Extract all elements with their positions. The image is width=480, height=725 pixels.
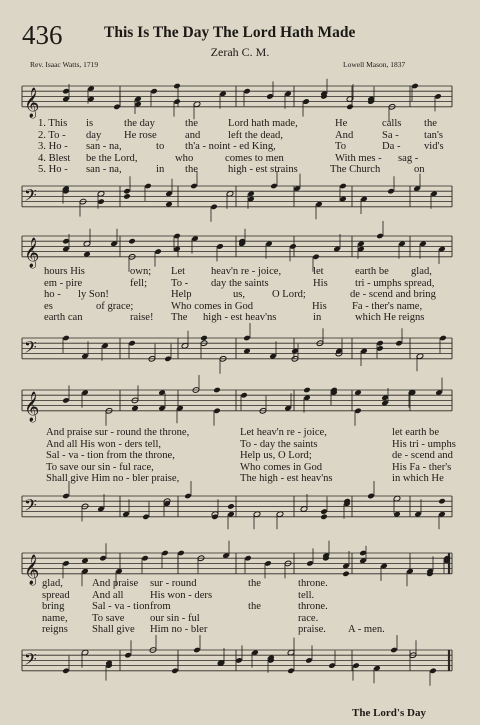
lyric-syllable: ly Son! bbox=[78, 289, 109, 301]
music-credit: Lowell Mason, 1837 bbox=[343, 60, 406, 69]
lyric-syllable: 3. Ho - bbox=[38, 141, 68, 153]
lyric-syllable: 5. Ho - bbox=[38, 164, 68, 176]
lyric-syllable: is bbox=[86, 118, 94, 129]
verse-line bbox=[0, 153, 480, 165]
lyric-syllable: Sa - bbox=[382, 129, 399, 141]
lyrics-system-1 bbox=[0, 118, 480, 176]
treble-clef-icon: 𝄞 bbox=[24, 554, 40, 585]
treble-clef-icon: 𝄞 bbox=[24, 237, 40, 268]
lyric-syllable: tan's bbox=[424, 129, 443, 141]
lyric-syllable: The Church bbox=[330, 164, 381, 176]
lyric-syllable: which He reigns bbox=[355, 312, 425, 324]
lyric-syllable: calls bbox=[382, 118, 402, 129]
lyric-syllable: let bbox=[313, 266, 324, 277]
verse-line bbox=[0, 130, 480, 142]
lyric-syllable: the bbox=[185, 118, 198, 129]
lyric-syllable: glad, bbox=[411, 266, 432, 277]
lyric-syllable: from bbox=[150, 601, 171, 613]
bass-staff-3 bbox=[0, 486, 480, 526]
lyric-syllable: let earth be bbox=[392, 427, 440, 438]
lyric-syllable: The bbox=[171, 312, 188, 324]
lyric-syllable: us, bbox=[233, 289, 246, 301]
lyric-syllable: Let bbox=[171, 266, 186, 277]
lyric-syllable: the bbox=[424, 118, 437, 129]
lyric-syllable: high - est heav'ns bbox=[203, 312, 277, 324]
lyric-syllable: O Lord; bbox=[272, 289, 306, 301]
lyric-syllable: vid's bbox=[424, 141, 444, 153]
lyric-syllable: 4. Blest bbox=[38, 152, 71, 164]
bass-clef-icon: 𝄢 bbox=[24, 336, 37, 361]
lyric-syllable: de - scend and bbox=[392, 450, 453, 462]
lyric-syllable: His Fa - ther's bbox=[392, 461, 452, 473]
lyric-syllable: in bbox=[313, 312, 322, 324]
lyric-syllable: our sin - ful bbox=[150, 612, 200, 624]
verse-line bbox=[0, 473, 480, 485]
lyrics-system-3 bbox=[0, 427, 480, 485]
lyric-syllable: in bbox=[156, 164, 165, 176]
lyric-syllable: praise. bbox=[298, 624, 326, 636]
hymn-title: This Is The Day The Lord Hath Made bbox=[104, 24, 356, 41]
lyric-syllable: To save bbox=[92, 612, 125, 624]
treble-staff-2 bbox=[0, 226, 480, 266]
verse-line bbox=[0, 141, 480, 153]
verse-line bbox=[0, 312, 480, 324]
lyric-syllable: To save our sin - ful race, bbox=[46, 461, 154, 473]
lyric-syllable: to bbox=[156, 141, 165, 153]
lyric-syllable: the bbox=[185, 164, 198, 176]
lyrics-system-2 bbox=[0, 266, 480, 324]
lyric-syllable: bring bbox=[42, 601, 65, 613]
lyric-syllable: Shall give bbox=[92, 624, 135, 636]
verse-line bbox=[0, 118, 480, 130]
category-label: The Lord's Day bbox=[352, 707, 426, 719]
verse-line bbox=[0, 462, 480, 474]
lyric-syllable: sag - bbox=[398, 152, 419, 164]
lyric-syllable: ho - bbox=[44, 289, 61, 301]
lyric-syllable: His won - ders bbox=[150, 589, 213, 601]
verse-line bbox=[0, 450, 480, 462]
lyric-syllable: high - est strains bbox=[228, 164, 298, 176]
lyric-syllable: be the Lord, bbox=[86, 152, 138, 164]
lyric-syllable: Da - bbox=[382, 141, 401, 153]
lyric-syllable: the bbox=[248, 601, 261, 613]
lyric-syllable: es bbox=[44, 300, 53, 312]
lyric-syllable: day the saints bbox=[211, 277, 269, 289]
lyric-syllable: fell; bbox=[130, 277, 148, 289]
bass-staff-2 bbox=[0, 328, 480, 368]
lyric-syllable: and bbox=[185, 129, 201, 141]
lyric-syllable: To bbox=[335, 141, 347, 153]
lyric-syllable: Help us, O Lord; bbox=[240, 450, 312, 462]
lyric-syllable: Fa - ther's name, bbox=[352, 300, 423, 312]
lyric-syllable: name, bbox=[42, 612, 68, 624]
lyric-syllable: 1. This bbox=[38, 118, 68, 129]
lyrics-system-4 bbox=[0, 578, 480, 636]
lyric-syllable: Sal - va - tion bbox=[92, 601, 150, 613]
words-credit: Rev. Isaac Watts, 1719 bbox=[30, 60, 99, 69]
lyric-syllable: The high - est heav'ns bbox=[240, 473, 333, 485]
lyric-syllable: in which He bbox=[392, 473, 444, 485]
lyric-syllable: To - bbox=[171, 277, 189, 289]
lyric-syllable: left the dead, bbox=[228, 129, 284, 141]
lyric-syllable: san - na, bbox=[86, 164, 122, 176]
lyric-syllable: Lord hath made, bbox=[228, 118, 298, 129]
lyric-syllable: on bbox=[414, 164, 425, 176]
lyric-syllable: His bbox=[313, 277, 328, 289]
lyric-syllable: spread bbox=[42, 589, 70, 601]
tune-name: Zerah C. M. bbox=[210, 45, 270, 59]
lyric-syllable: He rose bbox=[124, 129, 157, 141]
lyric-syllable: Who comes in God bbox=[171, 300, 254, 312]
treble-clef-icon: 𝄞 bbox=[24, 87, 40, 118]
lyric-syllable: Let heav'n re - joice, bbox=[240, 427, 327, 438]
bass-clef-icon: 𝄢 bbox=[24, 648, 37, 673]
lyric-syllable: Help bbox=[171, 289, 192, 301]
lyric-syllable: And bbox=[335, 129, 354, 141]
lyric-syllable: Sal - va - tion from the throne, bbox=[46, 450, 175, 462]
lyric-syllable: throne. bbox=[298, 601, 328, 613]
verse-line bbox=[0, 427, 480, 439]
verse-line bbox=[0, 266, 480, 278]
lyric-syllable: And all His won - ders tell, bbox=[46, 438, 162, 450]
treble-staff-4 bbox=[0, 543, 480, 583]
lyric-syllable: the day bbox=[124, 118, 155, 129]
lyric-syllable: reigns bbox=[42, 624, 68, 636]
lyric-syllable: heav'n re - joice, bbox=[211, 266, 282, 277]
verse-line bbox=[0, 613, 480, 625]
lyric-syllable: With mes - bbox=[335, 152, 382, 164]
verse-line bbox=[0, 439, 480, 451]
bass-clef-icon: 𝄢 bbox=[24, 494, 37, 519]
lyric-syllable: raise! bbox=[130, 312, 154, 324]
lyric-syllable: tri - umphs spread, bbox=[355, 277, 435, 289]
lyric-syllable: earth be bbox=[355, 266, 389, 277]
bass-clef-icon: 𝄢 bbox=[24, 184, 37, 209]
lyric-syllable: Who comes in God bbox=[240, 461, 323, 473]
lyric-syllable: To - day the saints bbox=[240, 438, 318, 450]
lyric-syllable: earth can bbox=[44, 312, 83, 324]
bass-staff-1 bbox=[0, 176, 480, 216]
lyric-syllable: And praise sur - round the throne, bbox=[46, 427, 190, 438]
bass-staff-4 bbox=[0, 640, 480, 680]
verse-line bbox=[0, 278, 480, 290]
verse-line bbox=[0, 590, 480, 602]
verse-line bbox=[0, 578, 480, 590]
lyric-syllable: glad, bbox=[42, 578, 63, 589]
lyric-syllable: He bbox=[335, 118, 348, 129]
verse-line bbox=[0, 301, 480, 313]
lyric-syllable: His tri - umphs bbox=[392, 438, 456, 450]
lyric-syllable: race. bbox=[298, 612, 319, 624]
lyric-syllable: tell. bbox=[298, 589, 315, 601]
verse-line bbox=[0, 164, 480, 176]
verse-line bbox=[0, 601, 480, 613]
treble-staff-3 bbox=[0, 380, 480, 420]
lyric-syllable: of grace; bbox=[96, 300, 134, 312]
lyric-syllable: His bbox=[312, 300, 327, 312]
hymn-number: 436 bbox=[22, 20, 63, 50]
treble-clef-icon: 𝄞 bbox=[24, 391, 40, 422]
lyric-syllable: sur - round bbox=[150, 578, 197, 589]
lyric-syllable: throne. bbox=[298, 578, 328, 589]
lyric-syllable: Shall give Him no - bler praise, bbox=[46, 473, 180, 485]
lyric-syllable: th'a - noint - ed King, bbox=[185, 141, 276, 153]
lyric-syllable: And praise bbox=[92, 578, 139, 589]
lyric-syllable: own; bbox=[130, 266, 152, 277]
lyric-syllable: who bbox=[175, 152, 194, 164]
verse-line bbox=[0, 289, 480, 301]
lyric-syllable: hours His bbox=[44, 266, 85, 277]
lyric-syllable: Him no - bler bbox=[150, 624, 208, 636]
verse-line bbox=[0, 624, 480, 636]
lyric-syllable: de - scend and bring bbox=[350, 289, 436, 301]
lyric-syllable: comes to men bbox=[225, 152, 284, 164]
lyric-syllable: And all bbox=[92, 589, 124, 601]
lyric-syllable: san - na, bbox=[86, 141, 122, 153]
lyric-syllable: A - men. bbox=[348, 624, 385, 636]
treble-staff-1 bbox=[0, 76, 480, 116]
lyric-syllable: the bbox=[248, 578, 261, 589]
lyric-syllable: day bbox=[86, 129, 102, 141]
lyric-syllable: 2. To - bbox=[38, 129, 66, 141]
lyric-syllable: em - pire bbox=[44, 277, 83, 289]
